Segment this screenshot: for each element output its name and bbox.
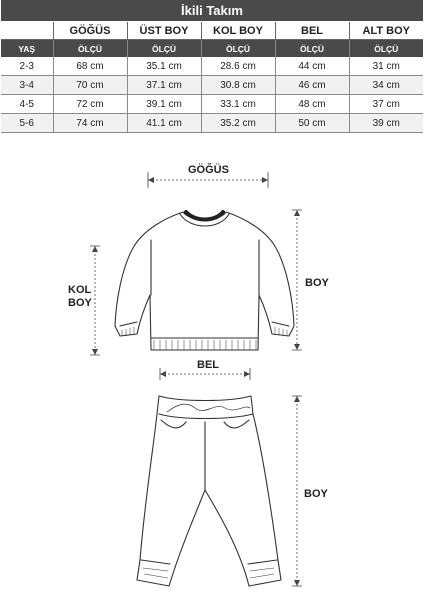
table-cell: 48 cm [275,95,349,114]
table-row [1,95,423,114]
table-cell: 50 cm [275,114,349,133]
table-cell: 44 cm [275,57,349,76]
table-cell: 2-3 [1,57,53,76]
garment-drawing [0,150,424,600]
pants-drawing [137,396,281,586]
table-cell: 3-4 [1,76,53,95]
table-row [1,76,423,95]
column-header-waist: BEL [275,22,349,40]
size-chart [1,0,423,133]
column-header-row [1,22,423,40]
table-row [1,57,423,76]
table-cell: 72 cm [53,95,127,114]
table-cell: 46 cm [275,76,349,95]
sweatshirt-drawing [115,212,294,350]
table-cell: 39.1 cm [127,95,201,114]
column-header-top-length: ÜST BOY [127,22,201,40]
column-header-bottom-length: ALT BOY [349,22,423,40]
column-header-age [1,22,53,40]
sub-header-cell: ÖLÇÜ [349,40,423,58]
measurement-illustration [0,150,424,600]
bottom-length-label: BOY [304,488,328,500]
chest-label: GÖĞÜS [188,164,229,176]
size-chart-title: İkili Takım [1,0,423,22]
table-cell: 28.6 cm [201,57,275,76]
table-cell: 74 cm [53,114,127,133]
table-cell: 37 cm [349,95,423,114]
column-header-sleeve-length: KOL BOY [201,22,275,40]
table-cell: 70 cm [53,76,127,95]
sub-header-cell: ÖLÇÜ [127,40,201,58]
table-row [1,114,423,133]
sleeve-label-line1: KOL [68,284,92,296]
table-cell: 5-6 [1,114,53,133]
table-cell: 4-5 [1,95,53,114]
size-table [1,22,423,133]
sub-header-cell: YAŞ [1,40,53,58]
column-header-chest: GÖĞÜS [53,22,127,40]
sub-header-cell: ÖLÇÜ [53,40,127,58]
table-cell: 34 cm [349,76,423,95]
sleeve-label-line2: BOY [68,297,92,309]
table-cell: 31 cm [349,57,423,76]
table-cell: 30.8 cm [201,76,275,95]
table-cell: 37.1 cm [127,76,201,95]
table-cell: 35.2 cm [201,114,275,133]
top-length-label: BOY [305,277,329,289]
table-cell: 68 cm [53,57,127,76]
waist-label: BEL [197,359,219,371]
sub-header-row [1,40,423,58]
sub-header-cell: ÖLÇÜ [275,40,349,58]
table-cell: 35.1 cm [127,57,201,76]
table-cell: 39 cm [349,114,423,133]
table-cell: 41.1 cm [127,114,201,133]
sub-header-cell: ÖLÇÜ [201,40,275,58]
table-cell: 33.1 cm [201,95,275,114]
